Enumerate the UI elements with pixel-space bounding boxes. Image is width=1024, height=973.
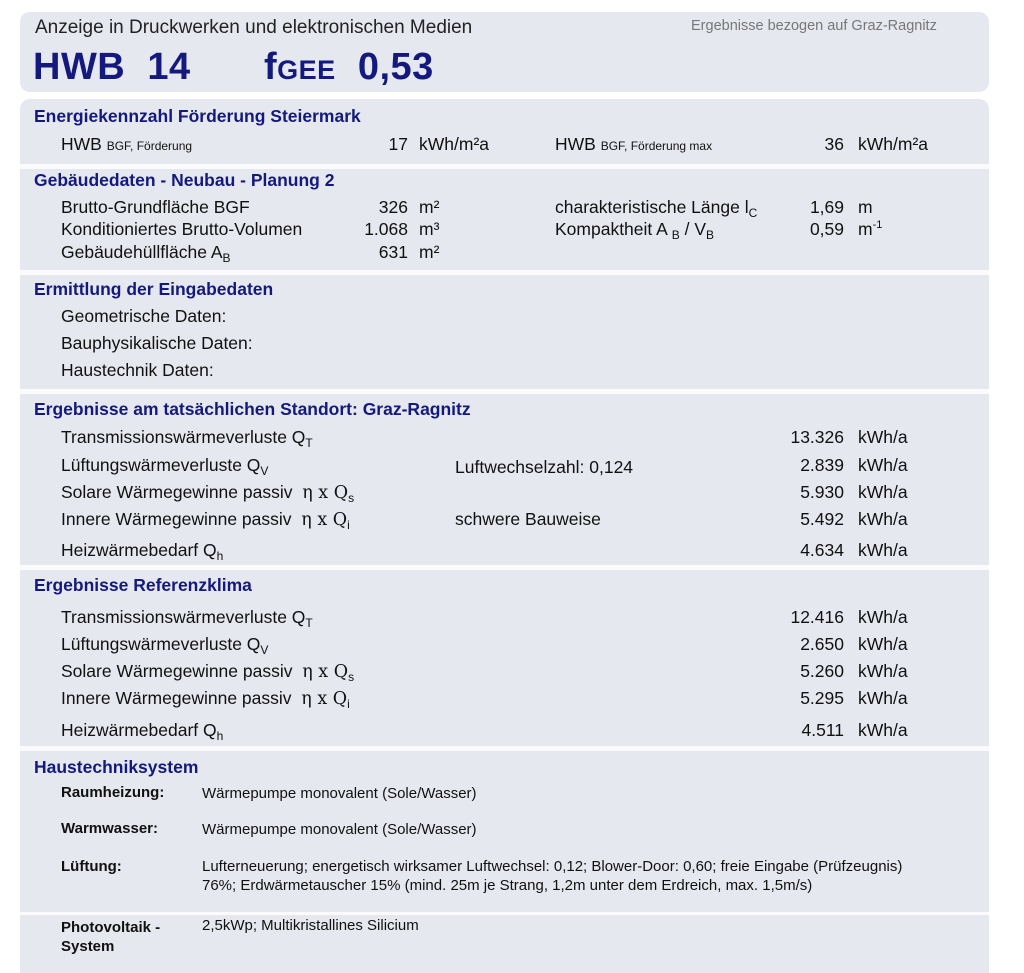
hwb-foerderung-value: 17 — [388, 134, 408, 154]
eingabe-item: Haustechnik Daten: — [61, 360, 214, 380]
bgf-label: Brutto-Grundfläche BGF — [61, 197, 250, 217]
referenz-row-label: Transmissionswärmeverluste $Q_T$ — [61, 607, 313, 630]
fgee-headline — [264, 46, 434, 89]
huelle-value: 631 — [378, 242, 408, 262]
hwb-foerderung-max-value: 36 — [824, 134, 844, 154]
kompaktheit-unit: $m^{-1}$ — [858, 219, 883, 239]
huelle-unit: m² — [419, 242, 440, 262]
standort-row-value: 13.326 — [790, 427, 844, 447]
raumheizung-label: Raumheizung: — [61, 784, 165, 801]
document-title: Anzeige in Druckwerken und elektronischen Medien — [35, 17, 473, 38]
location-note: Ergebnisse bezogen auf Graz-Ragnitz — [691, 18, 937, 34]
lueftung-value: Lufterneuerung; energetisch wirksamer Luftwechsel: 0,12; Blower-Door: 0,60; freie Eingabe (Prüfzeugnis) 76%; Erdwärmetauscher 15% (mind. 25m je Strang, 1,2m unter dem Erdreich, max. 1,5m/s) — [202, 858, 903, 894]
standort-row-label: Innere Wärmegewinne passiv η x $Q_i$ — [61, 509, 350, 532]
eingabe-item: Geometrische Daten: — [61, 306, 227, 326]
standort-row-unit: kWh/a — [858, 482, 908, 502]
section-title-standort: Ergebnisse am tatsächlichen Standort: Graz-Ragnitz — [34, 399, 471, 419]
referenz-row-value: 12.416 — [790, 607, 844, 627]
referenz-row-value: 5.260 — [800, 661, 844, 681]
referenz-heizwaerme-unit: kWh/a — [858, 720, 908, 740]
standort-heizwaerme-unit: kWh/a — [858, 540, 908, 560]
raumheizung-value: Wärmepumpe monovalent (Sole/Wasser) — [202, 785, 477, 802]
standort-heizwaerme-label: Heizwärmebedarf $Q_h$ — [61, 540, 224, 563]
standort-heizwaerme-value: 4.634 — [800, 540, 844, 560]
section-divider — [20, 565, 989, 570]
section-title-eingabe: Ermittlung der Eingabedaten — [34, 279, 274, 299]
fgee-label: f — [264, 46, 278, 88]
warmwasser-value: Wärmepumpe monovalent (Sole/Wasser) — [202, 821, 477, 838]
section-title-gebaeude: Gebäudedaten - Neubau - Planung 2 — [34, 170, 335, 190]
standort-row-value: 5.930 — [800, 482, 844, 502]
standort-row-label: Transmissionswärmeverluste $Q_T$ — [61, 427, 313, 450]
section-title-referenz: Ergebnisse Referenzklima — [34, 575, 252, 595]
referenz-row-unit: kWh/a — [858, 661, 908, 681]
fgee-value: 0,53 — [357, 46, 434, 88]
section-divider — [20, 270, 989, 275]
section-divider — [20, 746, 989, 751]
hwb-foerderung-label: HWB BGF, Förderung — [61, 134, 193, 154]
referenz-row-label: Lüftungswärmeverluste $Q_V$ — [61, 634, 269, 657]
pv-label: Photovoltaik - System — [61, 919, 161, 955]
eingabe-item: Bauphysikalische Daten: — [61, 333, 253, 353]
hwb-headline — [33, 46, 191, 89]
referenz-row-value: 5.295 — [800, 688, 844, 708]
volume-unit: m³ — [419, 219, 440, 239]
bgf-value: 326 — [378, 197, 408, 217]
section-title-haustechnik: Haustechniksystem — [34, 757, 199, 777]
standort-row-unit: kWh/a — [858, 455, 908, 475]
referenz-heizwaerme-value: 4.511 — [801, 720, 844, 740]
standort-row-label: Lüftungswärmeverluste $Q_V$ — [61, 455, 269, 478]
referenz-row-label: Innere Wärmegewinne passiv η x $Q_i$ — [61, 688, 350, 711]
char-laenge-label: charakteristische Länge $l_C$ — [555, 197, 758, 220]
referenz-row-unit: kWh/a — [858, 634, 908, 654]
hwb-foerderung-max-label: HWB BGF, Förderung max — [555, 134, 713, 154]
fgee-label-sub: GEE — [277, 55, 336, 85]
luftwechsel-note: Luftwechselzahl: 0,124 — [455, 457, 634, 477]
kompaktheit-value: 0,59 — [809, 219, 844, 239]
section-divider — [20, 389, 989, 394]
referenz-row-unit: kWh/a — [858, 607, 908, 627]
standort-row-value: 2.839 — [800, 455, 844, 475]
referenz-row-unit: kWh/a — [858, 688, 908, 708]
standort-row-value: 5.492 — [800, 509, 844, 529]
bauweise-note: schwere Bauweise — [455, 509, 601, 529]
standort-row-unit: kWh/a — [858, 427, 908, 447]
huelle-label: Gebäudehüllfläche $A_B$ — [61, 242, 231, 265]
lueftung-label: Lüftung: — [61, 858, 122, 875]
kompaktheit-label: Kompaktheit A $_B / V_B$ — [555, 219, 715, 242]
section-divider — [20, 164, 989, 169]
hwb-label: HWB — [33, 46, 126, 88]
char-laenge-unit: m — [858, 197, 873, 217]
volume-value: 1.068 — [364, 219, 408, 239]
bgf-unit: m² — [419, 197, 440, 217]
referenz-heizwaerme-label: Heizwärmebedarf $Q_h$ — [61, 720, 224, 743]
referenz-row-value: 2.650 — [800, 634, 844, 654]
pv-value: 2,5kWp; Multikristallines Silicium — [202, 917, 419, 934]
char-laenge-value: 1,69 — [809, 197, 844, 217]
referenz-row-label: Solare Wärmegewinne passiv η x $Q_s$ — [61, 661, 355, 684]
warmwasser-label: Warmwasser: — [61, 820, 158, 837]
section-divider — [20, 912, 989, 915]
standort-row-label: Solare Wärmegewinne passiv η x $Q_s$ — [61, 482, 355, 505]
volume-label: Konditioniertes Brutto-Volumen — [61, 219, 303, 239]
section-title-foerderung: Energiekennzahl Förderung Steiermark — [34, 106, 361, 126]
hwb-foerderung-max-unit: kWh/m²a — [858, 134, 928, 154]
hwb-value: 14 — [147, 46, 191, 88]
hwb-foerderung-unit: kWh/m²a — [419, 134, 489, 154]
standort-row-unit: kWh/a — [858, 509, 908, 529]
